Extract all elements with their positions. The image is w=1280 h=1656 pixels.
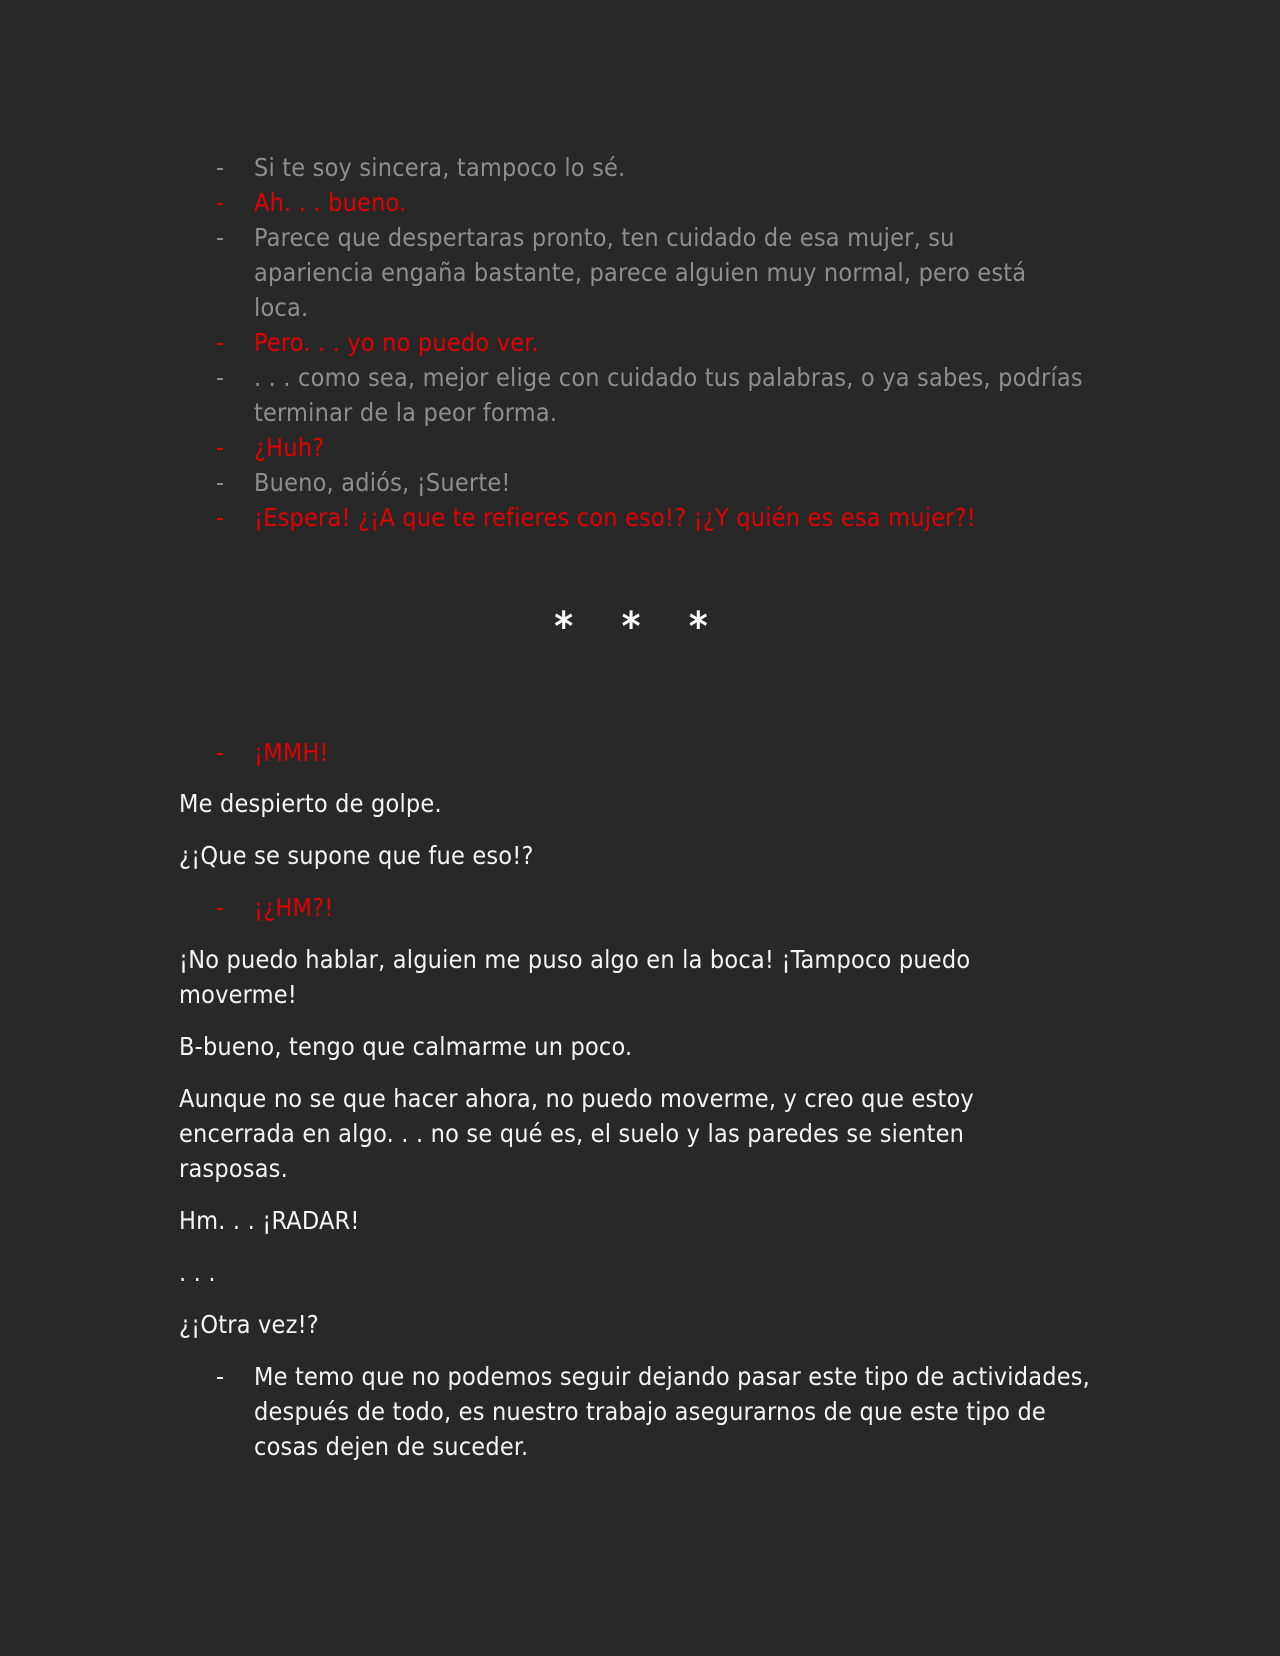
dialogue-text: ¡¿HM?!	[254, 893, 334, 922]
dialogue-dash: -	[216, 328, 225, 357]
dialogue-text: ¡Espera! ¿¡A que te refieres con eso!? ¡¿Y quién es esa mujer?!	[254, 503, 976, 532]
dialogue-line	[216, 1359, 1096, 1464]
dialogue-dash: -	[216, 363, 225, 392]
dialogue-line	[216, 890, 1116, 925]
dialogue-text: Me temo que no podemos seguir dejando pasar este tipo de actividades, después de todo, es nuestro trabajo asegurarnos de que este tipo de cosas dejen de suceder.	[254, 1362, 1090, 1461]
dialogue-line	[216, 360, 1096, 430]
dialogue-text: ¿Huh?	[254, 433, 325, 462]
dialogue-line	[216, 220, 1076, 325]
narration-paragraph: Hm. . . ¡RADAR!	[179, 1206, 360, 1235]
dialogue-dash: -	[216, 188, 225, 217]
dialogue-dash: -	[216, 1362, 225, 1391]
dialogue-line	[216, 465, 1116, 500]
dialogue-text: Parece que despertaras pronto, ten cuidado de esa mujer, su apariencia engaña bastante, parece alguien muy normal, pero está loca.	[254, 223, 1027, 322]
narration-paragraph: . . .	[179, 1258, 216, 1287]
dialogue-dash: -	[216, 153, 225, 182]
dialogue-dash: -	[216, 738, 225, 767]
dialogue-line	[216, 185, 1116, 220]
narration-paragraph: ¡No puedo hablar, alguien me puso algo en la boca! ¡Tampoco puedo moverme!	[179, 945, 971, 1009]
dialogue-dash: -	[216, 893, 225, 922]
dialogue-line	[216, 735, 1116, 770]
dialogue-line	[216, 430, 1116, 465]
dialogue-dash: -	[216, 503, 225, 532]
dialogue-text: Pero. . . yo no puedo ver.	[254, 328, 539, 357]
dialogue-text: . . . como sea, mejor elige con cuidado tus palabras, o ya sabes, podrías terminar de la peor forma.	[254, 363, 1083, 427]
narration-paragraph: ¿¡Que se supone que fue eso!?	[179, 841, 534, 870]
dialogue-dash: -	[216, 433, 225, 462]
dialogue-dash: -	[216, 468, 225, 497]
dialogue-text: Bueno, adiós, ¡Suerte!	[254, 468, 511, 497]
dialogue-text: Ah. . . bueno.	[254, 188, 407, 217]
scene-separator: * * *	[554, 604, 726, 650]
dialogue-line	[216, 500, 1116, 535]
narration-paragraph: Aunque no se que hacer ahora, no puedo moverme, y creo que estoy encerrada en algo. . . no se qué es, el suelo y las paredes se sienten rasposas.	[179, 1084, 974, 1183]
narration-paragraph: ¿¡Otra vez!?	[179, 1310, 319, 1339]
dialogue-line	[216, 325, 1116, 360]
dialogue-text: ¡MMH!	[254, 738, 329, 767]
dialogue-text: Si te soy sincera, tampoco lo sé.	[254, 153, 626, 182]
dialogue-line	[216, 150, 1116, 185]
narration-paragraph: B-bueno, tengo que calmarme un poco.	[179, 1032, 633, 1061]
narration-paragraph: Me despierto de golpe.	[179, 789, 442, 818]
dialogue-dash: -	[216, 223, 225, 252]
